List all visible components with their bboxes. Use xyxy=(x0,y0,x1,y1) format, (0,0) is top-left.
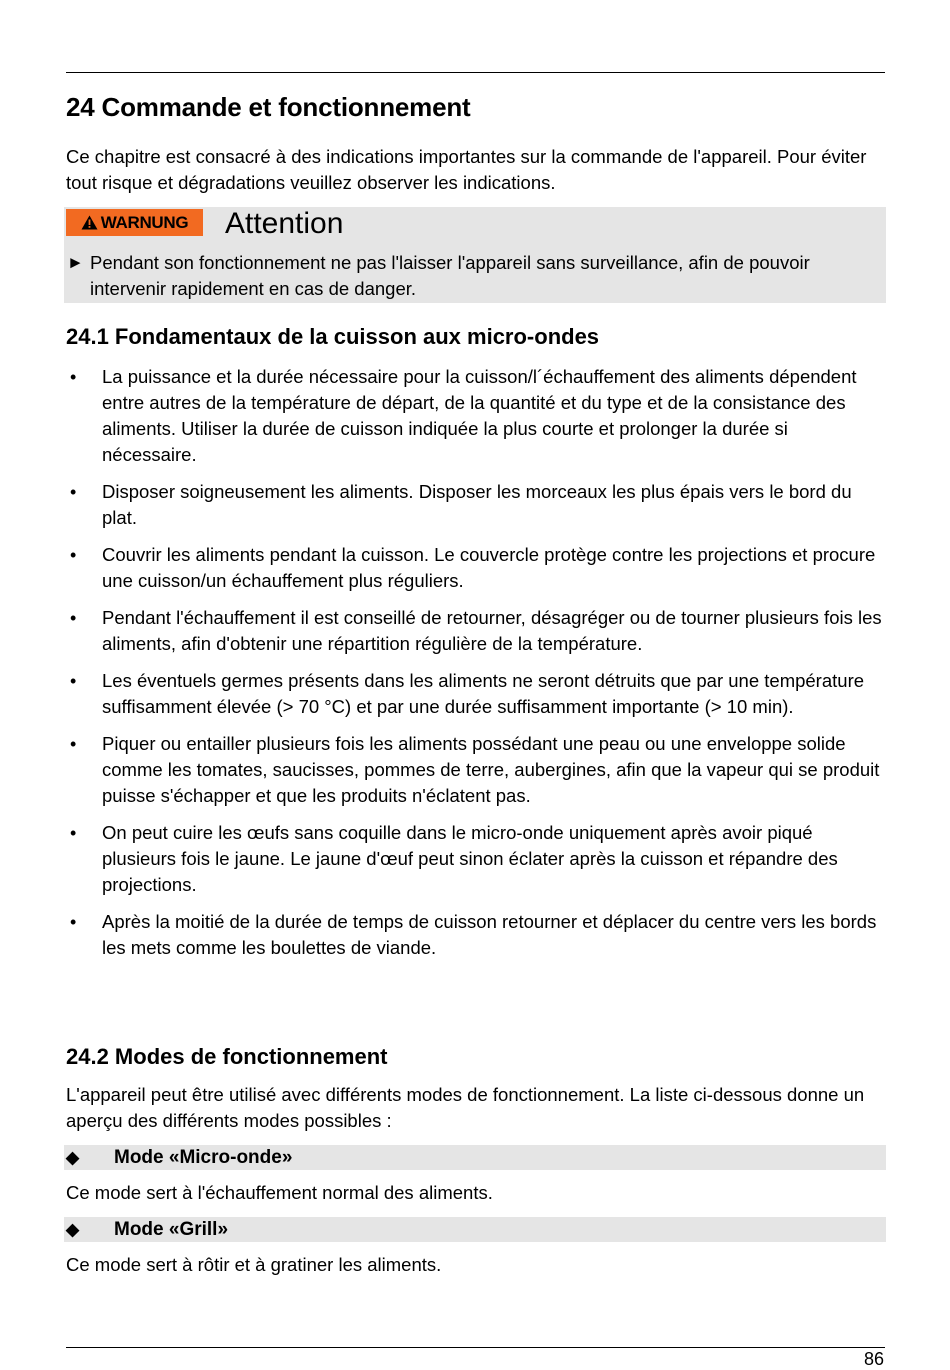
warning-triangle-icon xyxy=(81,215,98,230)
chapter-title: 24 Commande et fonctionnement xyxy=(66,92,471,122)
list-item-text: Disposer soigneusement les aliments. Disposer les morceaux les plus épais vers le bord du plat. xyxy=(102,481,852,528)
bullet-icon: • xyxy=(70,734,77,754)
list-item xyxy=(66,364,886,468)
list-item-text: Les éventuels germes présents dans les aliments ne seront détruits que par une température suffisamment élevée (> 70 °C) et par une durée suffisamment importante (> 10 min). xyxy=(102,670,865,717)
list-item-text: Piquer ou entailler plusieurs fois les aliments possédant une peau ou une enveloppe solide comme les tomates, saucisses, pommes de terre, aubergines, afin que la vapeur qui se produit puisse s'échapper et que les produits n'éclatent pas. xyxy=(102,733,880,806)
bullet-icon: • xyxy=(70,608,77,628)
chapter-intro: Ce chapitre est consacré à des indications importantes sur la commande de l'appareil. Pour éviter tout risque et dégradations veuillez observer les indications. xyxy=(66,146,867,193)
bullet-icon: • xyxy=(70,823,77,843)
list-item xyxy=(66,605,886,657)
list-item xyxy=(66,820,886,898)
list-item xyxy=(66,731,886,809)
arrow-right-icon: ► xyxy=(67,253,84,272)
list-item xyxy=(66,542,886,594)
list-item-text: Couvrir les aliments pendant la cuisson. Le couvercle protège contre les projections et procure une cuisson/un échauffement plus réguliers. xyxy=(102,544,876,591)
bullet-icon: • xyxy=(70,482,77,502)
warning-text xyxy=(67,250,885,302)
bullet-icon: • xyxy=(70,545,77,565)
diamond-icon: ◆ xyxy=(66,1220,80,1239)
mode-heading-micro-onde xyxy=(64,1145,886,1170)
mode-heading-grill xyxy=(64,1217,886,1242)
bullet-list xyxy=(66,364,886,972)
warning-badge xyxy=(66,209,203,236)
list-item xyxy=(66,479,886,531)
list-item xyxy=(66,668,886,720)
diamond-icon: ◆ xyxy=(66,1148,80,1167)
list-item-text: Pendant l'échauffement il est conseillé de retourner, désagréger ou de tourner plusieurs fois les aliments, afin d'obtenir une répartition régulière de la température. xyxy=(102,607,882,654)
mode-description: Ce mode sert à l'échauffement normal des aliments. xyxy=(66,1182,493,1203)
top-rule xyxy=(66,72,885,73)
mode-title: Mode «Micro-onde» xyxy=(114,1147,293,1168)
list-item-text: La puissance et la durée nécessaire pour la cuisson/l´échauffement des aliments dépendent entre autres de la température de départ, de la quantité et du type et de la consistance des aliments. Utiliser la durée de cuisson indiquée la plus courte et prolonger la durée si nécessaire. xyxy=(102,366,857,465)
modes-intro: L'appareil peut être utilisé avec différents modes de fonctionnement. La liste ci-dessous donne un aperçu des différents modes possibles : xyxy=(66,1084,865,1131)
list-item xyxy=(66,909,886,961)
warning-title: Attention xyxy=(225,207,344,240)
section-heading: 24.2 Modes de fonctionnement xyxy=(66,1044,388,1069)
mode-description: Ce mode sert à rôtir et à gratiner les aliments. xyxy=(66,1254,442,1275)
warning-box xyxy=(64,207,886,303)
list-item-text: Après la moitié de la durée de temps de cuisson retourner et déplacer du centre vers les bords les mets comme les boulettes de viande. xyxy=(102,911,877,958)
page-number: 86 xyxy=(863,1349,884,1369)
bullet-icon: • xyxy=(70,671,77,691)
section-heading: 24.1 Fondamentaux de la cuisson aux micro-ondes xyxy=(66,324,600,349)
bullet-icon: • xyxy=(70,912,77,932)
list-item-text: On peut cuire les œufs sans coquille dans le micro-onde uniquement après avoir piqué plusieurs fois le jaune. Le jaune d'œuf peut sinon éclater après la cuisson et répandre des projections. xyxy=(102,822,838,895)
mode-title: Mode «Grill» xyxy=(114,1219,229,1240)
warning-text-body: Pendant son fonctionnement ne pas l'laisser l'appareil sans surveillance, afin de pouvoir intervenir rapidement en cas de danger. xyxy=(90,252,810,299)
bullet-icon: • xyxy=(70,367,77,387)
warning-badge-label: WARNUNG xyxy=(100,212,189,232)
bottom-rule xyxy=(66,1347,885,1348)
